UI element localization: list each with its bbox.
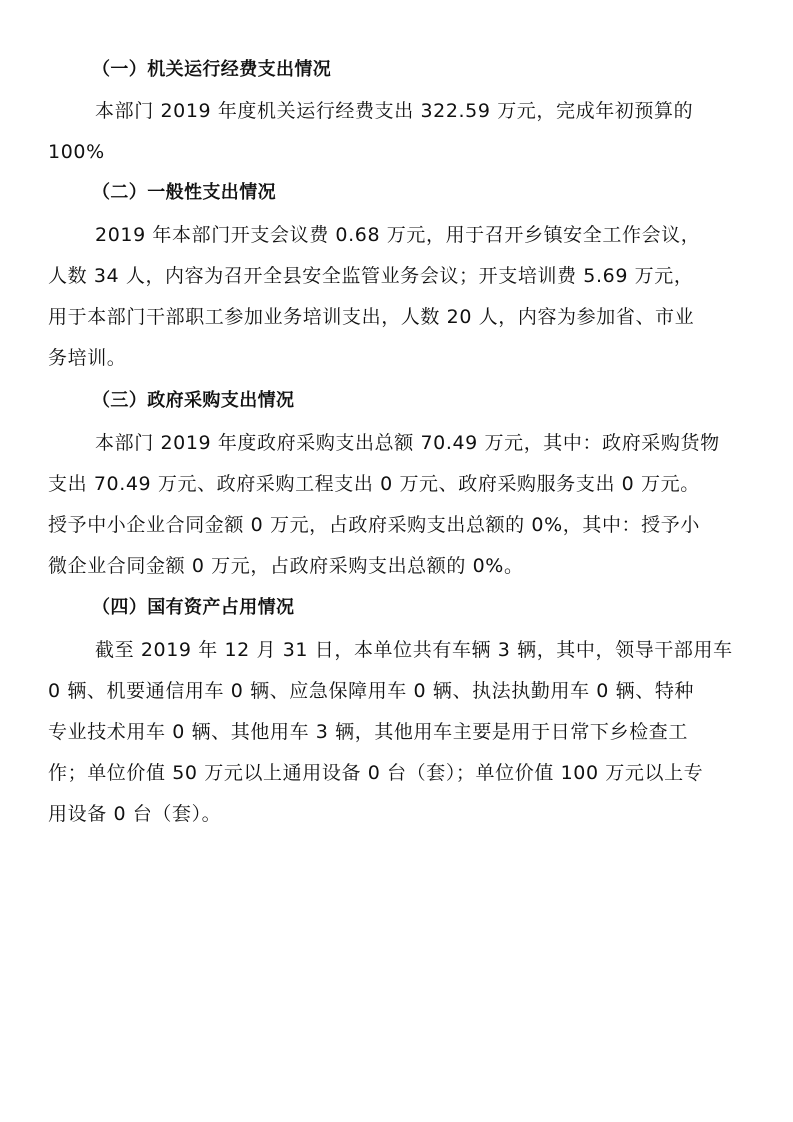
section-3-line-4: 微企业合同金额 0 万元，占政府采购支出总额的 0%。 [48, 555, 524, 577]
section-1-heading: （一）机关运行经费支出情况 [92, 59, 332, 80]
section-1-line-1: 本部门 2019 年度机关运行经费支出 322.59 万元，完成年初预算的 [95, 100, 694, 122]
section-3-line-3: 授予中小企业合同金额 0 万元，占政府采购支出总额的 0%，其中：授予小 [48, 514, 700, 536]
section-4-heading: （四）国有资产占用情况 [92, 597, 295, 618]
section-2-line-3: 用于本部门干部职工参加业务培训支出，人数 20 人，内容为参加省、市业 [48, 306, 695, 328]
section-4-line-1: 截至 2019 年 12 月 31 日，本单位共有车辆 3 辆，其中，领导干部用车 [95, 639, 733, 661]
section-2-line-1: 2019 年本部门开支会议费 0.68 万元，用于召开乡镇安全工作会议， [95, 224, 701, 246]
section-4-line-5: 用设备 0 台（套）。 [48, 803, 222, 825]
section-4-line-3: 专业技术用车 0 辆、其他用车 3 辆，其他用车主要是用于日常下乡检查工 [48, 721, 688, 743]
section-4-line-2: 0 辆、机要通信用车 0 辆、应急保障用车 0 辆、执法执勤用车 0 辆、特种 [48, 680, 695, 702]
section-3-heading: （三）政府采购支出情况 [92, 390, 295, 411]
section-3-line-2: 支出 70.49 万元、政府采购工程支出 0 万元、政府采购服务支出 0 万元。 [48, 473, 700, 495]
section-1-line-2: 100% [48, 141, 105, 163]
section-4-line-4: 作；单位价值 50 万元以上通用设备 0 台（套）；单位价值 100 万元以上专 [48, 762, 704, 784]
section-2-heading: （二）一般性支出情况 [92, 182, 276, 203]
section-3-line-1: 本部门 2019 年度政府采购支出总额 70.49 万元，其中：政府采购货物 [95, 432, 720, 454]
section-2-line-2: 人数 34 人，内容为召开全县安全监管业务会议；开支培训费 5.69 万元， [48, 265, 694, 287]
section-2-line-4: 务培训。 [48, 347, 127, 369]
